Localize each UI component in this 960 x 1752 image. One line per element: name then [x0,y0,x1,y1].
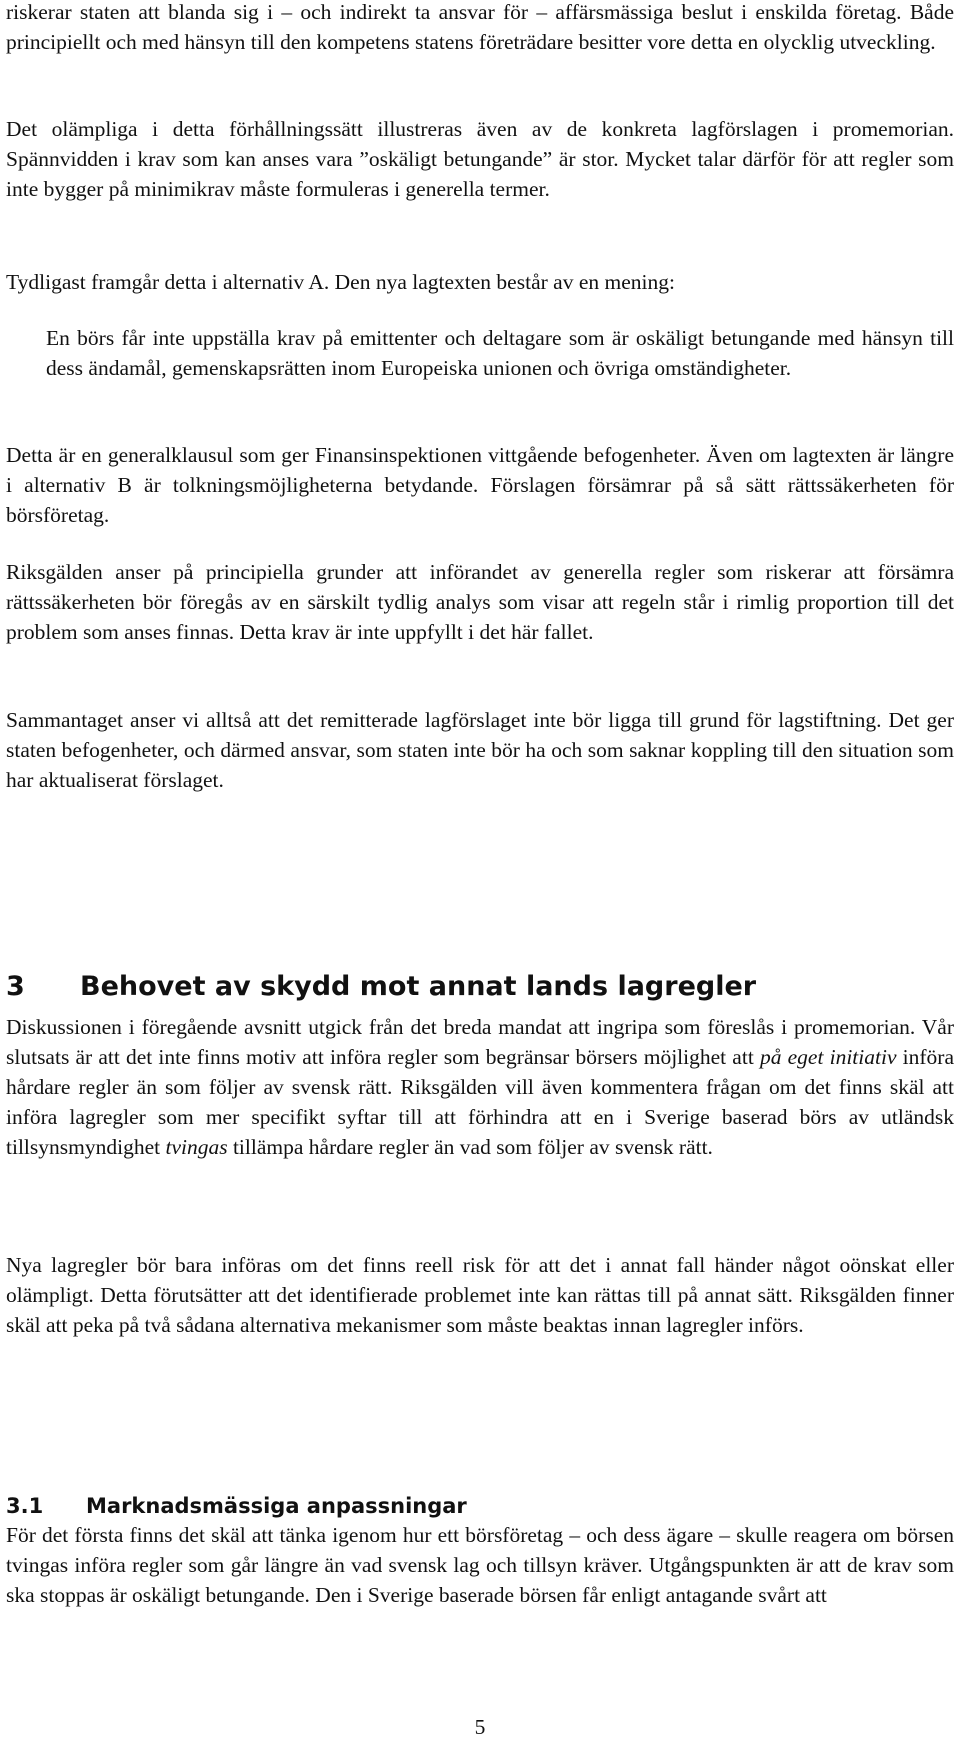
section-heading-3 [6,969,756,1005]
page-number: 5 [474,1715,486,1739]
text-run: Diskussionen i föregående avsnitt utgick från det breda mandat att ingripa som föreslås i promemorian. Vår slutsats är att det inte finns motiv att införa regler som begränsar börsers möjlighet att [6,1015,954,1069]
paragraph-summary: Sammantaget anser vi alltså att det remitterade lagförslaget inte bör ligga till grund för lagstiftning. Det ger staten befogenheter, och därmed ansvar, som staten inte bör ha och som saknar koppling till den situation som har aktualiserat förslaget. [6,708,954,792]
section-heading-3-1 [6,1491,467,1521]
section-title: Behovet av skydd mot annat lands lagregler [80,971,757,1002]
emphasis-on-own-initiative: på eget initiativ [759,1045,897,1069]
text-run: tillämpa hårdare regler än vad som följer av svensk rätt. [227,1135,713,1159]
paragraph-discussion [6,1012,954,1162]
paragraph-alternative-a: Tydligast framgår detta i alternativ A. Den nya lagtexten består av en mening: [6,270,675,294]
paragraph-intro-continuation: riskerar staten att blanda sig i – och indirekt ta ansvar för – affärsmässiga beslut i enskilda företag. Både principiellt och med hänsyn till den kompetens statens företrädare besitter vore detta en olycklig utveckling. [6,0,954,54]
paragraph-principled-grounds: Riksgälden anser på principiella grunder att införandet av generella regler som riskerar att försämra rättssäkerheten bör föregås av en särskilt tydlig analys som visar att regeln står i rimlig proportion till det problem som anses finnas. Detta krav är inte uppfyllt i det här fallet. [6,560,954,644]
paragraph-general-clause: Detta är en generalklausul som ger Finansinspektionen vittgående befogenheter. Även om lagtexten är längre i alternativ B är tolkningsmöjligheterna betydande. Förslagen försämrar på så sätt rättssäkerheten för börsföretag. [6,443,954,527]
paragraph-market-adjustments: För det första finns det skäl att tänka igenom hur ett börsföretag – och dess ägare – skulle reagera om börsen tvingas införa regler som går längre än vad svensk lag och tillsyn kräver. Utgångspunkten är att de krav som ska stoppas är oskäligt betungande. Den i Sverige baserade börsen får enligt antagande svårt att [6,1523,954,1607]
block-quote-law-text: En börs får inte uppställa krav på emittenter och deltagare som är oskäligt betungande med hänsyn till dess ändamål, gemenskapsrätten inom Europeiska unionen och övriga omständigheter. [46,326,954,380]
subsection-number: 3.1 [6,1494,44,1518]
emphasis-forced: tvingas [165,1135,228,1159]
text-run: införa hårdare regler än som följer av svensk rätt. Riksgälden vill även kommentera frågan om det finns skäl att införa lagregler som mer specifikt syftar till att förhindra att en i Sverige baserad börs av utländsk tillsynsmyndighet [6,1045,954,1159]
paragraph-inappropriate-approach: Det olämpliga i detta förhållningssätt illustreras även av de konkreta lagförslagen i promemorian. Spännvidden i krav som kan anses vara ”oskäligt betungande” är stor. Mycket talar därför för att regler som inte bygger på minimikrav måste formuleras i generella termer. [6,117,954,201]
subsection-title: Marknadsmässiga anpassningar [86,1494,467,1518]
section-number: 3 [6,971,25,1002]
paragraph-new-rules: Nya lagregler bör bara införas om det finns reell risk för att det i annat fall händer något oönskat eller olämpligt. Detta förutsätter att det identifierade problemet inte kan rättas till på annat sätt. Riksgälden finner skäl att peka på två sådana alternativa mekanismer som måste beaktas innan lagregler införs. [6,1253,954,1337]
